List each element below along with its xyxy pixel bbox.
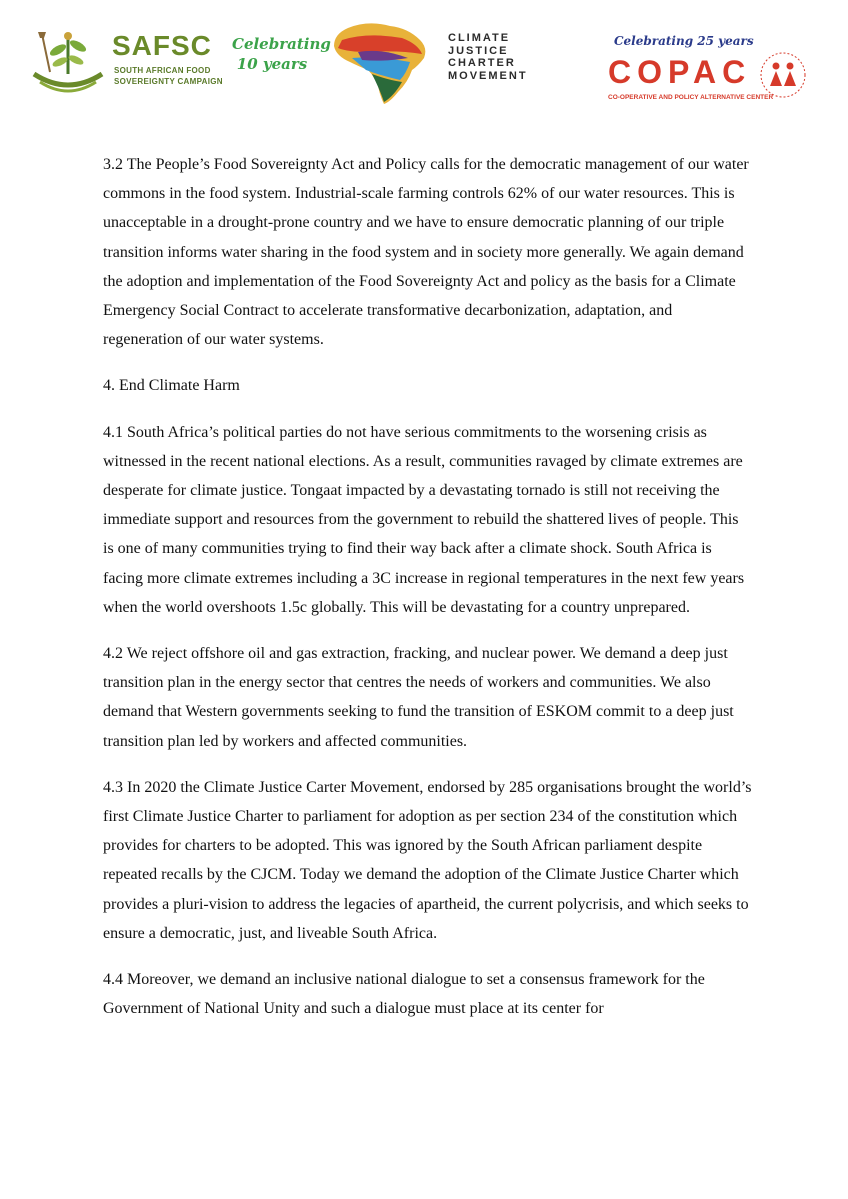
safsc-wordmark: SAFSC [112,30,212,61]
copac-wordmark: COPAC [608,54,752,90]
paragraph-4-3: 4.3 In 2020 the Climate Justice Carter Movement, endorsed by 285 organisations brought the world’s first Climate Justice Charter to parliament for adoption as per section 234 of the constitution which provides for charters to be adopted. This was ignored by the South African parliament despite repeated recalls by the CJCM. Today we demand the adoption of the Climate Justice Charter which provides a pluri-vision to address the legacies of apartheid, the current polycrisis, and which seeks to ensure a democratic, just, and liveable South Africa. [103,778,752,942]
copac-logo [608,28,808,108]
cjcm-wordmark [448,32,548,82]
africa-map-icon [328,18,438,106]
page-header [0,0,848,120]
paragraph-3-2: 3.2 The People’s Food Sovereignty Act and Policy calls for the democratic management of our water commons in the food system. Industrial-scale farming controls 62% of our water resources. This is unacceptable in a drought-prone country and we have to ensure democratic planning of our triple transition informs water sharing in the food system and in society more generally. We again demand the adoption and implementation of the Food Sovereignty Act and policy as the basis for a Climate Emergency Social Contract to accelerate transformative decarbonization, adaptation, and regeneration of our water systems. [103,156,749,349]
cjcm-line-charter: CHARTER [448,57,516,69]
safsc-subtitle-line2: SOVEREIGNTY CAMPAIGN [114,77,223,86]
cjcm-line-movement: MOVEMENT [448,69,528,82]
people-ring-icon [758,46,808,104]
plant-emblem-icon [28,24,108,96]
paragraph-4-4: 4.4 Moreover, we demand an inclusive national dialogue to set a consensus framework for the Government of National Unity and such a dialogue must place at its center for [103,971,705,1018]
paragraph-4-2: 4.2 We reject offshore oil and gas extraction, fracking, and nuclear power. We demand a deep just transition plan in the energy sector that centres the needs of workers and communities. We also demand that Western governments seeking to fund the transition of ESKOM commit to a deep just transition plan led by workers and affected communities. [103,645,734,750]
paragraph-4-1: 4.1 South Africa’s political parties do not have serious commitments to the worsening crisis as witnessed in the recent national elections. As a result, communities ravaged by climate extremes are desperate for climate justice. Tongaat impacted by a devastating tornado is still not receiving the immediate support and resources from the government to rebuild the shattered lives of people. This is one of many communities trying to find their way back after a climate shock. South Africa is facing more climate extremes including a 3C increase in regional temperatures in the next few years when the world overshoots 1.5c globally. This will be devastating for a country unprepared. [103,423,745,616]
document-body [103,150,753,1040]
section-heading-4: 4. End Climate Harm [103,377,240,395]
copac-celebration-text: Celebrating 25 years [614,34,754,48]
cjcm-logo [328,14,548,104]
safsc-logo [22,20,331,100]
safsc-subtitle-line1: SOUTH AFRICAN FOOD [114,66,211,75]
cjcm-line-climate: CLIMATE [448,32,511,44]
copac-tagline: CO-OPERATIVE AND POLICY ALTERNATIVE CENTER [608,94,774,101]
cjcm-line-justice: JUSTICE [448,44,509,57]
safsc-celebration-text: Celebrating 10 years [232,35,331,73]
